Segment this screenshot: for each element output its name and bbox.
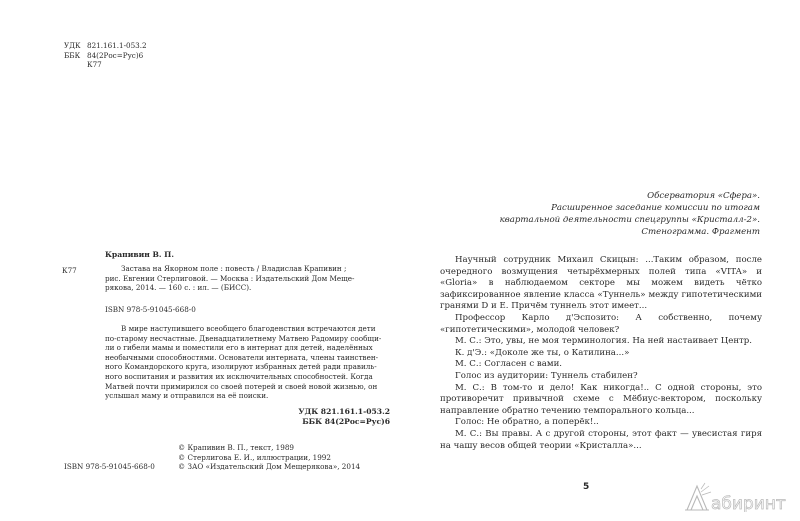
udk-bottom: УДК 821.161.1-053.2 xyxy=(298,407,390,416)
epigraph-line: Расширенное заседание комиссии по итогам xyxy=(551,203,760,213)
bbk-bottom: ББК 84(2Рос=Рус)6 xyxy=(302,417,390,426)
catalog-isbn: ISBN 978-5-91045-668-0 xyxy=(105,305,196,314)
labirint-watermark-logo xyxy=(685,482,795,512)
transcript-paragraph: К. д'Э.: «Доколе же ты, о Катилина...» xyxy=(455,347,630,358)
udk-value: 821.161.1-053.2 xyxy=(87,41,147,50)
annotation-line: ного воспитания и развития их исключительных способностей. Когда xyxy=(105,371,373,381)
annotation-line: Матвей почти примирился со своей потерей и своей новой жизнью, он xyxy=(105,381,378,391)
classification-bottom xyxy=(270,407,390,427)
transcript-paragraph: М. С.: В том-то и дело! Как никогда!.. С одной стороны, это противоречит привычной схеме с Мёбиус-вектором, поскольку направление обратно течению темпорального кольца... xyxy=(440,382,762,416)
udk-label: УДК xyxy=(64,41,81,50)
transcript-paragraph: Научный сотрудник Михаил Скицын: ...Таким образом, после очередного возмущения четырёхмерных полей типа «VITA» и «Gloria» в наблюдаемом секторе мы можем видеть чётко зафиксированное явление класса «Туннель» между гипотетическими гранями D и E. Причём туннель этот имеет... xyxy=(440,255,762,312)
transcript-paragraph: М. С.: Это, увы, не моя терминология. На ней настаивает Центр. xyxy=(455,336,753,347)
catalog-line: Застава на Якорном поле : повесть / Владислав Крапивин ; xyxy=(121,264,347,273)
copyright-line: © ЗАО «Издательский Дом Мещерякова», 2014 xyxy=(178,462,361,472)
transcript xyxy=(440,255,762,452)
epigraph-line: Обсерватория «Сфера». xyxy=(647,191,760,201)
annotation-line: В мире наступившего всеобщего благоденствия встречаются дети xyxy=(121,324,376,333)
classification-top xyxy=(64,41,147,70)
catalog-line: рис. Евгении Стерлиговой. — Москва : Издательский Дом Меще- xyxy=(105,273,355,283)
catalog-author: Крапивин В. П. xyxy=(105,250,174,259)
transcript-paragraph: Голос: Не обратно, а поперёк!.. xyxy=(455,417,599,428)
author-mark: К77 xyxy=(87,60,102,70)
annotation-line: ного Командорского круга, изолируют избранных детей ради правиль- xyxy=(105,362,377,372)
transcript-paragraph: Голос из аудитории: Туннель стабилен? xyxy=(455,370,638,381)
copyright-line: © Крапивин В. П., текст, 1989 xyxy=(178,443,294,452)
page-number: 5 xyxy=(583,482,590,492)
annotation-line: необычными способностями. Основатели интерната, члены таинствен- xyxy=(105,352,379,362)
copyright-line: © Стерлигова Е. И., иллюстрации, 1992 xyxy=(178,452,331,462)
catalog-description xyxy=(105,264,390,293)
isbn-bottom: ISBN 978-5-91045-668-0 xyxy=(64,462,155,471)
transcript-paragraph: М. С.: Согласен с вами. xyxy=(455,359,563,370)
epigraph xyxy=(500,190,760,238)
transcript-paragraph: М. С.: Вы правы. А с другой стороны, этот факт — увесистая гиря на чашу весов общей теории «Кристалла»... xyxy=(440,428,762,451)
epigraph-line: Стенограмма. Фрагмент xyxy=(641,227,760,237)
annotation xyxy=(105,324,390,401)
annotation-line: услышал маму и отправился на её поиски. xyxy=(105,391,269,401)
catalog-line: рякова, 2014. — 160 с. : ил. — (БИСС). xyxy=(105,283,252,293)
copyright-block xyxy=(178,443,360,472)
bbk-value: 84(2Рос=Рус)6 xyxy=(87,50,144,60)
annotation-line: по-старому несчастные. Двенадцатилетнему Матвею Радомиру сообщи- xyxy=(105,333,382,343)
catalog-author-mark: К77 xyxy=(62,266,77,275)
bbk-label: ББК xyxy=(64,50,81,60)
transcript-paragraph: Профессор Карло д'Эспозито: А собственно, почему «гипотетическими», молодой человек? xyxy=(440,312,762,335)
epigraph-line: квартальной деятельности спецгруппы «Кристалл-2». xyxy=(499,215,760,225)
annotation-line: ли о гибели мамы и поместили его в интернат для детей, наделённых xyxy=(105,343,373,353)
watermark-text: абиринт xyxy=(711,494,786,512)
